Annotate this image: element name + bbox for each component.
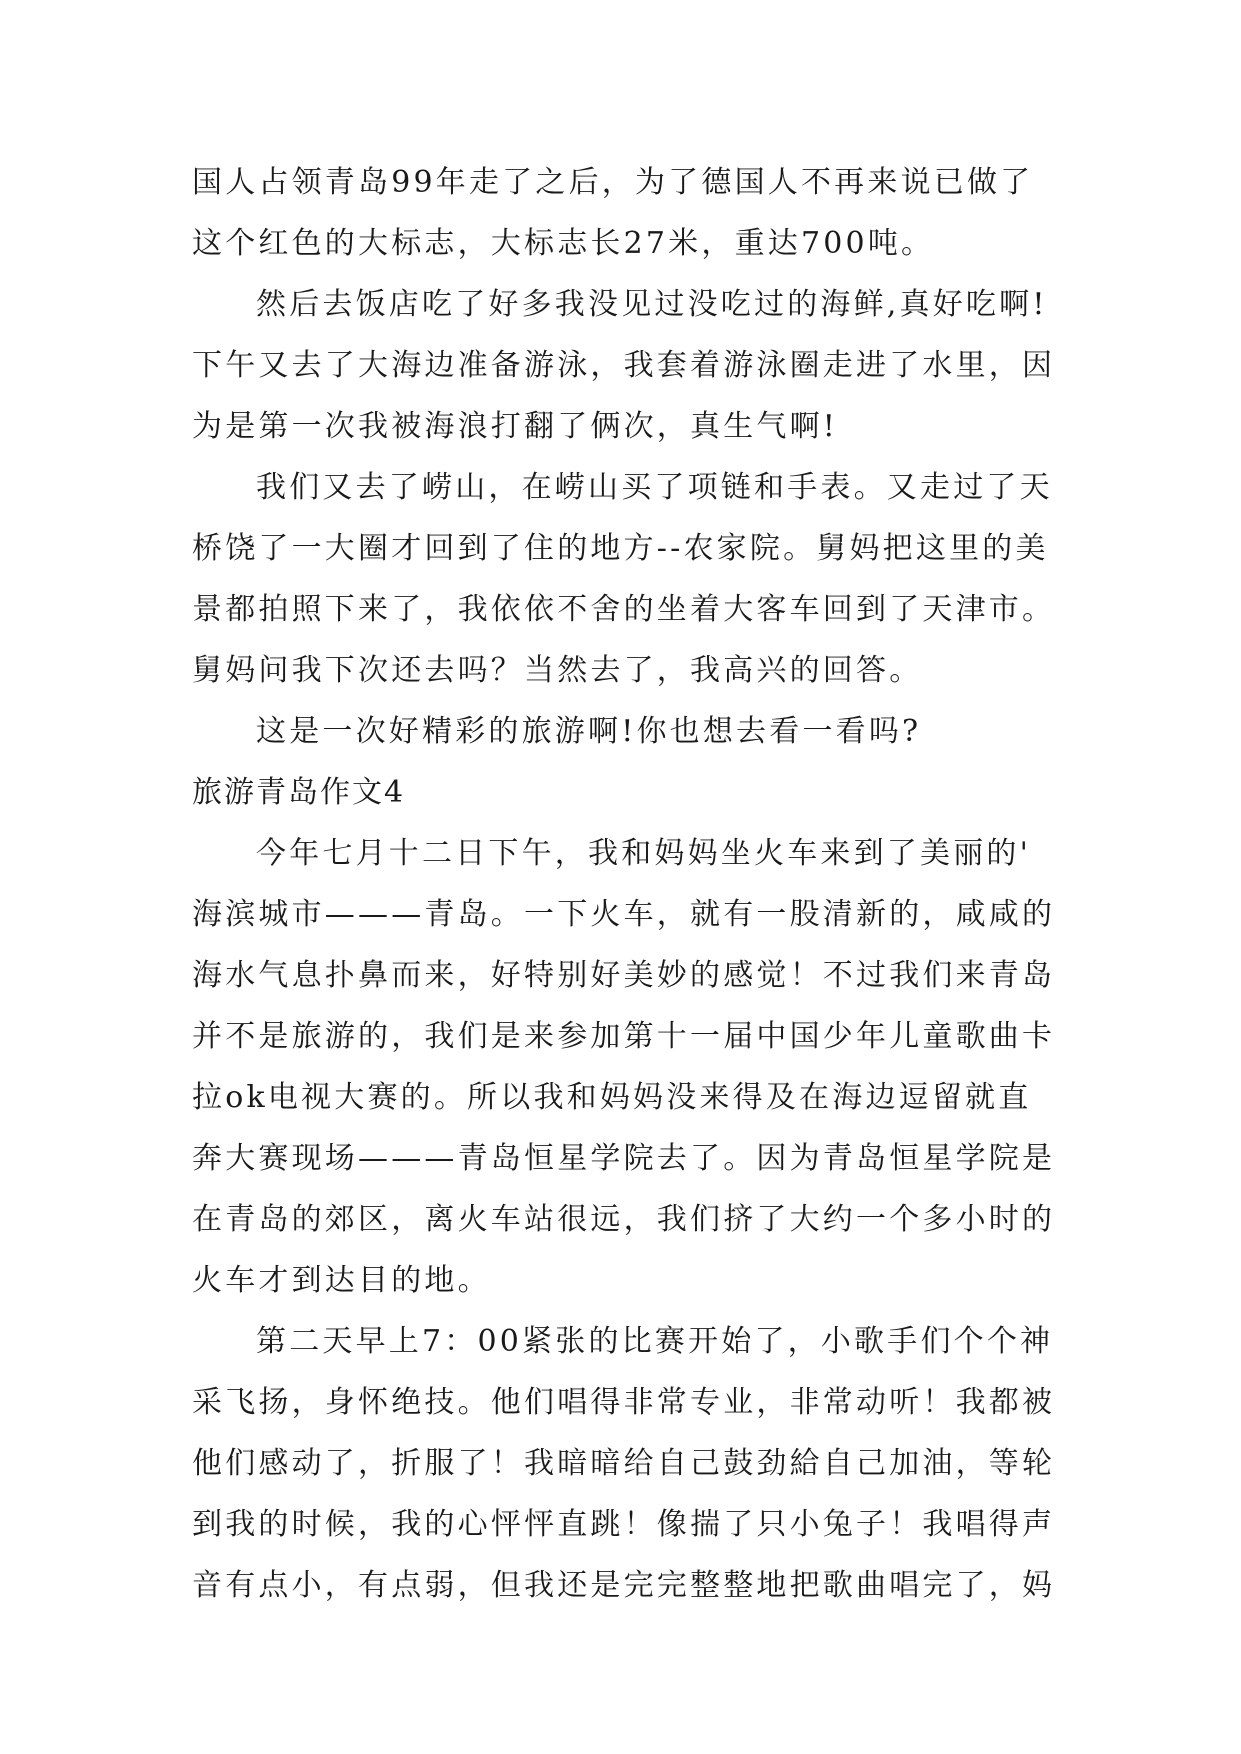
text-line: 景都拍照下来了，我依依不舍的坐着大客车回到了天津市。 <box>192 592 1056 627</box>
section-heading: 旅游青岛作文4 <box>192 775 406 810</box>
text-line: 并不是旅游的，我们是来参加第十一届中国少年儿童歌曲卡 <box>192 1019 1056 1054</box>
text-line: 舅妈问我下次还去吗？当然去了，我高兴的回答。 <box>192 653 923 688</box>
text-line: 为是第一次我被海浪打翻了俩次，真生气啊! <box>192 409 839 444</box>
text-line: 奔大赛现场———青岛恒星学院去了。因为青岛恒星学院是 <box>192 1141 1056 1176</box>
text-line: 下午又去了大海边准备游泳，我套着游泳圈走进了水里，因 <box>192 348 1056 383</box>
text-line: 海水气息扑鼻而来，好特别好美妙的感觉！不过我们来青岛 <box>192 958 1056 993</box>
text-line: 他们感动了，折服了！我暗暗给自己鼓劲給自己加油，等轮 <box>192 1446 1056 1481</box>
text-line: 音有点小，有点弱，但我还是完完整整地把歌曲唱完了，妈 <box>192 1568 1056 1603</box>
paragraph-start-line: 第二天早上7：00紧张的比赛开始了，小歌手们个个神 <box>256 1324 1054 1359</box>
text-line: 这个红色的大标志，大标志长27米，重达700吨。 <box>192 226 935 261</box>
paragraph-start-line: 今年七月十二日下午，我和妈妈坐火车来到了美丽的' <box>256 836 1032 871</box>
text-line: 在青岛的郊区，离火车站很远，我们挤了大约一个多小时的 <box>192 1202 1056 1237</box>
text-line: 火车才到达目的地。 <box>192 1263 491 1298</box>
paragraph-start-line: 我们又去了崂山，在崂山买了项链和手表。又走过了天 <box>256 470 1053 505</box>
text-line: 桥饶了一大圈才回到了住的地方--农家院。舅妈把这里的美 <box>192 531 1049 566</box>
paragraph-start-line: 这是一次好精彩的旅游啊!你也想去看一看吗? <box>256 714 922 749</box>
text-line: 到我的时候，我的心怦怦直跳！像揣了只小兔子！我唱得声 <box>192 1507 1056 1542</box>
paragraph-start-line: 然后去饭店吃了好多我没见过没吃过的海鲜,真好吃啊! <box>256 287 1048 322</box>
text-line: 采飞扬，身怀绝技。他们唱得非常专业，非常动听！我都被 <box>192 1385 1056 1420</box>
text-line: 国人占领青岛99年走了之后，为了德国人不再来说已做了 <box>192 165 1034 200</box>
text-line: 拉ok电视大赛的。所以我和妈妈没来得及在海边逗留就直 <box>192 1080 1032 1115</box>
document-body <box>192 152 1062 1616</box>
text-line: 海滨城市———青岛。一下火车，就有一股清新的，咸咸的 <box>192 897 1056 932</box>
